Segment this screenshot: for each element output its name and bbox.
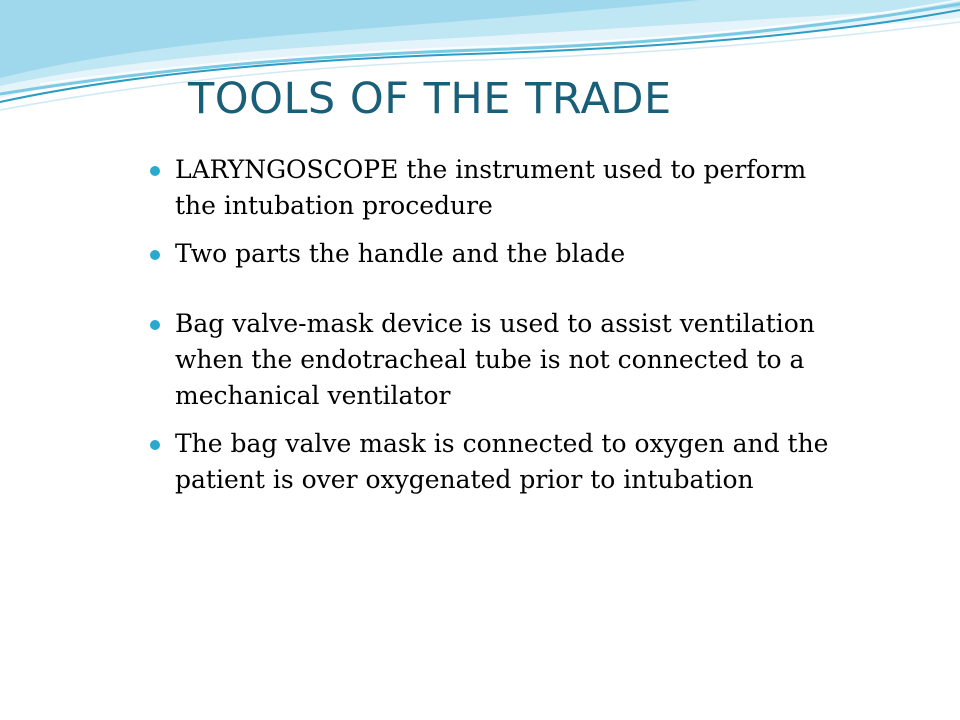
list-item [150, 152, 850, 224]
bullet-text: Two parts the handle and the blade [175, 239, 626, 268]
bullet-dot-icon [150, 440, 160, 450]
bullet-text: Bag valve-mask device is used to assist ventilation when the endotracheal tube is not connected to a mechanical ventilator [175, 309, 815, 410]
list-item [150, 306, 850, 414]
list-item [150, 426, 850, 498]
list-item [150, 236, 850, 272]
bullet-dot-icon [150, 166, 160, 176]
bullet-text: The bag valve mask is connected to oxygen and the patient is over oxygenated prior to intubation [175, 429, 829, 494]
slide-title: TOOLS OF THE TRADE [188, 74, 672, 124]
bullet-dot-icon [150, 250, 160, 260]
bullet-dot-icon [150, 320, 160, 330]
bullet-text: LARYNGOSCOPE the instrument used to perform the intubation procedure [175, 155, 807, 220]
bullet-list [150, 152, 850, 510]
